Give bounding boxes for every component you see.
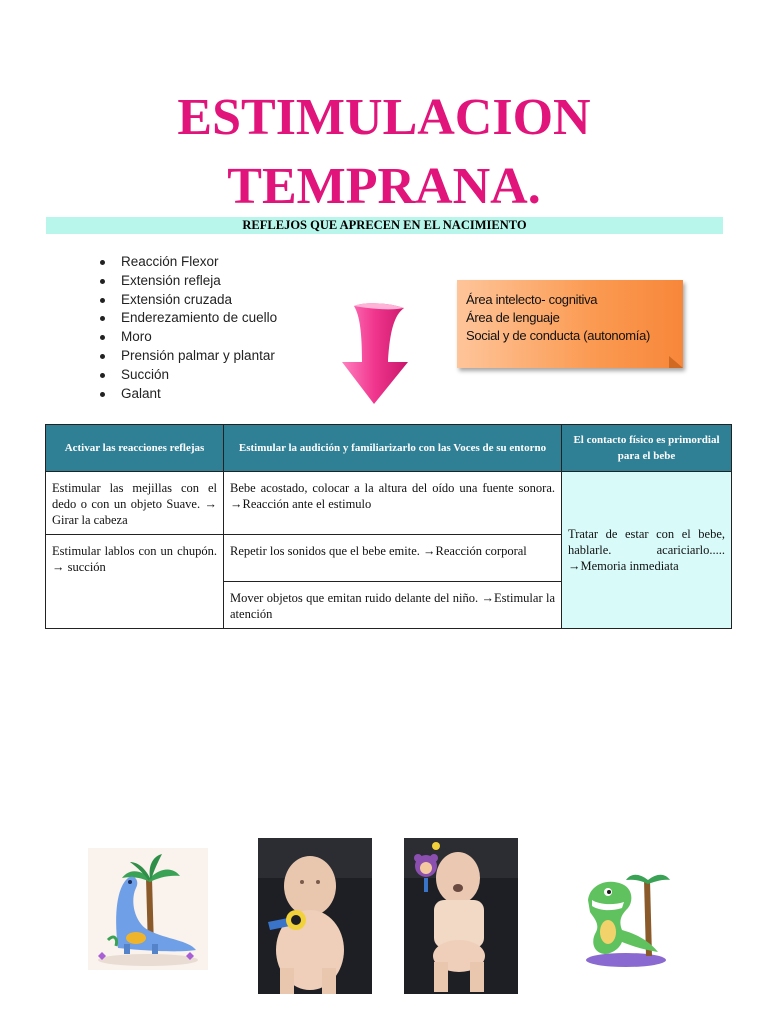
dinosaur-illustration <box>88 848 208 970</box>
table-cell: Estimular lablos con un chupón. → succión <box>46 535 224 629</box>
table-cell: Mover objetos que emitan ruido delante del niño. →Estimular la atención <box>224 582 562 629</box>
baby-doll-photo-2 <box>404 838 518 994</box>
list-item: Succión <box>100 366 277 385</box>
list-item: Galant <box>100 385 277 404</box>
table-header: El contacto físico es primordial para el bebe <box>562 425 732 472</box>
stimulation-table <box>45 424 731 626</box>
reflex-list <box>100 253 277 403</box>
list-item: Reacción Flexor <box>100 253 277 272</box>
dinosaur-illustration-2 <box>578 860 674 972</box>
page-title-line2: TEMPRANA. <box>227 158 541 215</box>
table-header: Estimular la audición y familiarizarlo con las Voces de su entorno <box>224 425 562 472</box>
table-cell: Tratar de estar con el bebe, hablarle. acariciarlo..... →Memoria inmediata <box>562 472 732 629</box>
page-curl-decoration <box>669 356 683 368</box>
list-item: Moro <box>100 328 277 347</box>
areas-note <box>457 280 683 368</box>
list-item: Extensión cruzada <box>100 291 277 310</box>
image-row <box>0 830 768 1000</box>
table-header: Activar las reacciones reflejas <box>46 425 224 472</box>
list-item: Prensión palmar y plantar <box>100 347 277 366</box>
area-line: Área de lenguaje <box>466 310 560 325</box>
page-title-line1: ESTIMULACION <box>177 89 591 146</box>
table-cell: Estimular las mejillas con el dedo o con un objeto Suave. → Girar la cabeza <box>46 472 224 535</box>
baby-doll-photo-1 <box>258 838 372 994</box>
area-line: Área intelecto- cognitiva <box>466 292 598 307</box>
list-item: Enderezamiento de cuello <box>100 309 277 328</box>
section-subtitle: REFLEJOS QUE APRECEN EN EL NACIMIENTO <box>46 217 723 234</box>
area-line: Social y de conducta (autonomía) <box>466 328 651 343</box>
table-cell: Repetir los sonidos que el bebe emite. →Reacción corporal <box>224 535 562 582</box>
table-cell: Bebe acostado, colocar a la altura del oído una fuente sonora. →Reacción ante el estimulo <box>224 472 562 535</box>
down-arrow-icon <box>338 300 410 406</box>
list-item: Extensión refleja <box>100 272 277 291</box>
